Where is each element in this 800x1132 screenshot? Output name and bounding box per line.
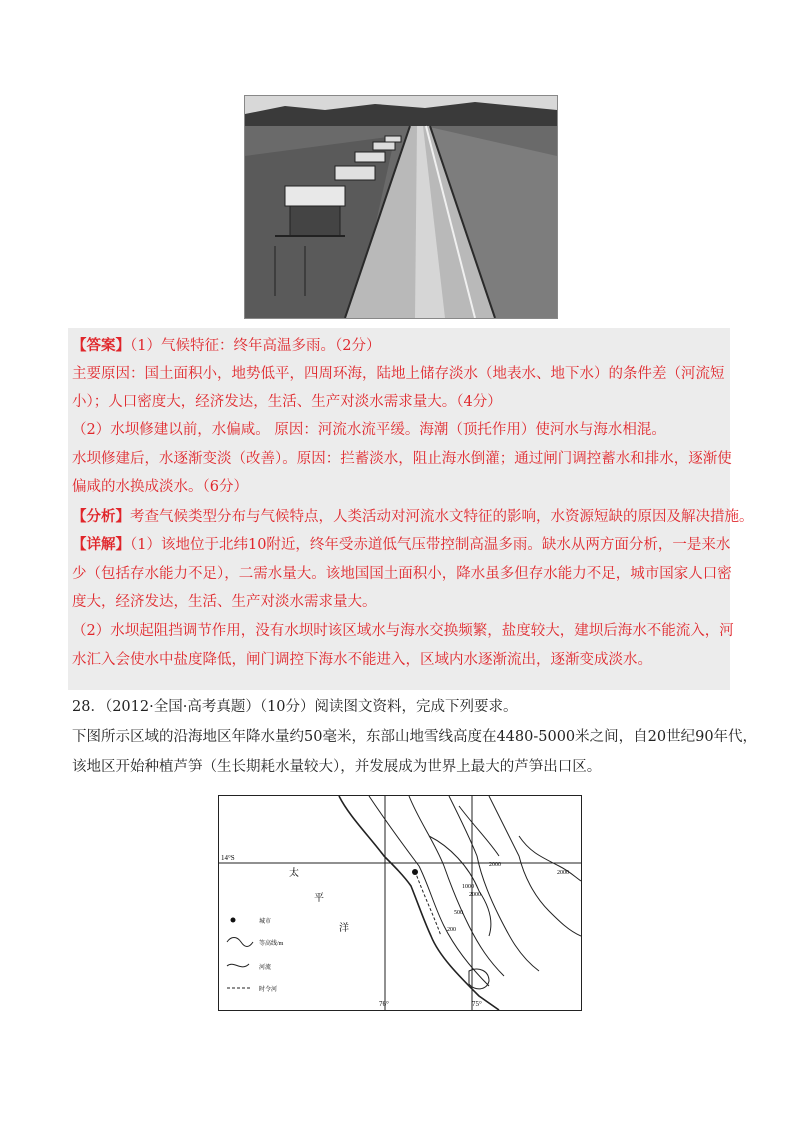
question-title: 28．（2012·全国·高考真题）（10分）阅读图文资料，完成下列要求。 [72,699,518,715]
detail-line-5: 水汇入会使水中盐度降低，闸门调控下海水不能进入，区域内水逐渐流出，逐渐变成淡水。 [72,652,652,668]
svg-text:2000: 2000 [489,862,501,868]
river-2 [459,806,499,856]
seasonal-river [415,871,441,936]
legend-seasonal: 时令河 [259,987,278,993]
contour-2000 [489,796,581,936]
answer-line-5: 水坝修建后，水逐渐变淡（改善）。原因：拦蓄淡水，阻止海水倒灌；通过闸门调控蓄水和排水，逐渐使 [72,451,732,467]
dam-photo-drawing [245,96,557,318]
answer-line-4: （2）水坝修建以前，水偏咸。 原因：河流水流平缓。海潮（顶托作用）使河水与海水相混。 [72,422,666,438]
svg-text:2000: 2000 [557,870,569,876]
dam-photo [244,95,558,319]
map-legend [227,917,284,993]
svg-text:1000: 1000 [462,884,474,890]
coastline [339,796,499,1010]
map-drawing [219,796,581,1010]
city-dot [412,869,418,875]
analysis-line: 【分析】考查气候类型分布与气候特点，人类活动对河流水文特征的影响，水资源短缺的原因及解决措施。 [72,508,754,525]
contour-200 [369,796,489,986]
legend-contour: 等高线/m [259,941,284,947]
detail-line-3: 度大，经济发达，生活、生产对淡水需求量大。 [72,594,377,610]
svg-text:200: 200 [447,927,456,933]
svg-text:500: 500 [454,910,463,916]
svg-text:2000: 2000 [469,892,481,898]
answer-line-1: 【答案】（1）气候特征：终年高温多雨。（2分） [72,337,381,354]
question-line-3: 该地区开始种植芦笋（生长期耗水量较大），并发展成为世界上最大的芦笋出口区。 [72,759,602,775]
answer-line-2: 主要原因：国土面积小，地势低平，四周环海，陆地上储存淡水（地表水、地下水）的条件差（河流短 [72,366,725,382]
answer-line-6: 偏咸的水换成淡水。（6分） [72,479,248,495]
ocean-char-2: 平 [314,893,324,904]
river-1 [429,836,491,936]
answer-tag: 【答案】 [72,337,130,354]
detail-line-1: 【详解】（1）该地位于北纬10附近，终年受赤道低气压带控制高温多雨。缺水从两方面分析，一是来水 [72,536,731,553]
question-line-2: 下图所示区域的沿海地区年降水量约50毫米，东部山地雪线高度在4480-5000米之间，自20世纪90年代， [72,729,758,745]
contour-500 [409,796,504,976]
detail-tag: 【详解】 [72,536,130,553]
lon-label-left: 76° [379,1000,389,1008]
detail-line-2: 少（包括存水能力不足），二需水量大。该地国国土面积小，降水虽多但存水能力不足，城市国家人口密 [72,566,732,582]
detail-line-4: （2）水坝起阻挡调节作用，没有水坝时该区域水与海水交换频繁，盐度较大，建坝后海水不能流入，河 [72,623,734,639]
answer-line-3: 小）；人口密度大，经济发达，生活、生产对淡水需求量大。（4分） [72,394,502,410]
ocean-char-1: 太 [289,868,299,879]
legend-river: 河流 [259,965,272,971]
lat-label: 14°S [221,854,235,862]
analysis-tag: 【分析】 [72,508,130,525]
legend-city: 城市 [259,919,272,925]
ocean-char-3: 洋 [339,923,349,934]
lon-label-right: 75° [472,1000,482,1008]
region-map [218,795,582,1011]
